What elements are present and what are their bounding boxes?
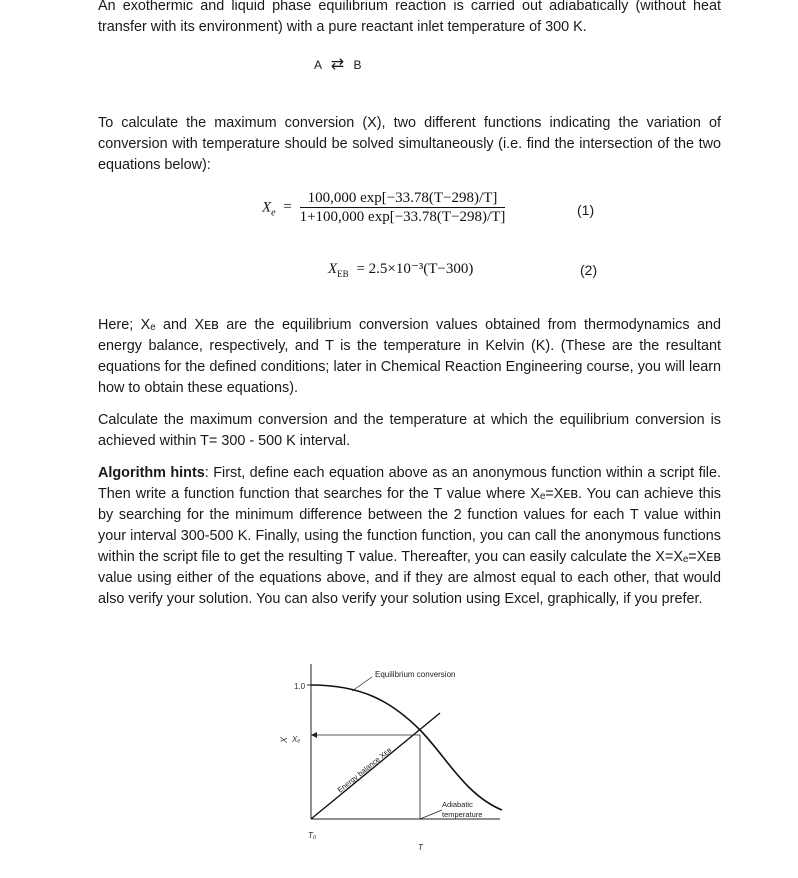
x-label-t0: T₀ bbox=[308, 831, 317, 840]
y-tick-label: 1.0 bbox=[294, 682, 306, 691]
hints-label: Algorithm hints bbox=[98, 465, 205, 481]
equation-1 bbox=[262, 190, 505, 226]
eq-leader-line bbox=[352, 677, 372, 691]
intro-paragraph: An exothermic and liquid phase equilibrium reaction is carried out adiabatically (without heat transfer with its environment) with a pure reactant inlet temperature of 300 K. bbox=[98, 0, 721, 35]
eq1-lhs: X bbox=[262, 199, 272, 216]
eq1-fraction bbox=[300, 190, 506, 226]
definitions-paragraph: Here; Xₑ and Xᴇʙ are the equilibrium conversion values obtained from thermodynamics and energy balance, respectively, and T is the temperature in Kelvin (K). (These are the resultant equations for the defined conditions; later in Chemical Reaction Engineering course, you will learn how to obtain these equations). bbox=[98, 317, 721, 396]
eq1-numerator: 100,000 exp[−33.78(T−298)/T] bbox=[300, 190, 506, 208]
hints-paragraph bbox=[98, 463, 721, 610]
eq2-lhs: X bbox=[328, 261, 338, 277]
eq1-equals: = bbox=[283, 199, 292, 216]
y-axis-label: X bbox=[279, 736, 289, 743]
x-label-t: T bbox=[418, 843, 423, 852]
equation-2-number: (2) bbox=[580, 262, 598, 278]
equation-2 bbox=[328, 259, 473, 279]
eb-line-label: Energy balance Xᴇʙ bbox=[335, 745, 394, 795]
equilibrium-arrow-icon: ⇄ bbox=[330, 56, 345, 73]
eq2-rhs: = 2.5×10⁻³(T−300) bbox=[356, 261, 474, 277]
eq2-lhs-sub: EB bbox=[337, 269, 349, 279]
conversion-temperature-figure bbox=[270, 655, 510, 855]
xe-arrow-icon bbox=[311, 732, 317, 738]
adiabatic-leader-line bbox=[420, 810, 442, 819]
reaction-equation bbox=[314, 54, 361, 74]
task-paragraph: Calculate the maximum conversion and the temperature at which the equilibrium conversion is achieved within T= 300 - 500 K interval. bbox=[98, 412, 721, 449]
reactant-label: A bbox=[314, 58, 322, 72]
adiabatic-label-1: Adiabatic bbox=[442, 800, 473, 809]
eq1-lhs-sub: e bbox=[271, 207, 276, 219]
eq-curve-label: Equilibrium conversion bbox=[375, 670, 456, 679]
product-label: B bbox=[353, 58, 362, 72]
adiabatic-label-2: temperature bbox=[442, 810, 483, 819]
hints-text: : First, define each equation above as an anonymous function within a script file. Then write a function function that searches for the T value where Xₑ=Xᴇʙ. You can achieve this by searching for the minimum difference between the 2 function values for each T value within your interval 300-500 K. Finally, using the function function, you can call the anonymous functions within the script file to get the resulting T value. Thereafter, you can easily calculate the X=Xₑ=Xᴇʙ value using either of the equations above, and if they are almost equal to each other, that would also verify your solution. You can also verify your solution using Excel, graphically, if you prefer. bbox=[98, 465, 721, 607]
xe-label: Xₑ bbox=[292, 735, 301, 744]
equation-1-number: (1) bbox=[577, 202, 595, 218]
calc-paragraph: To calculate the maximum conversion (X), two different functions indicating the variation of conversion with temperature should be solved simultaneously (i.e. find the intersection of the two equations below): bbox=[98, 115, 721, 173]
eq1-denominator: 1+100,000 exp[−33.78(T−298)/T] bbox=[299, 209, 506, 225]
